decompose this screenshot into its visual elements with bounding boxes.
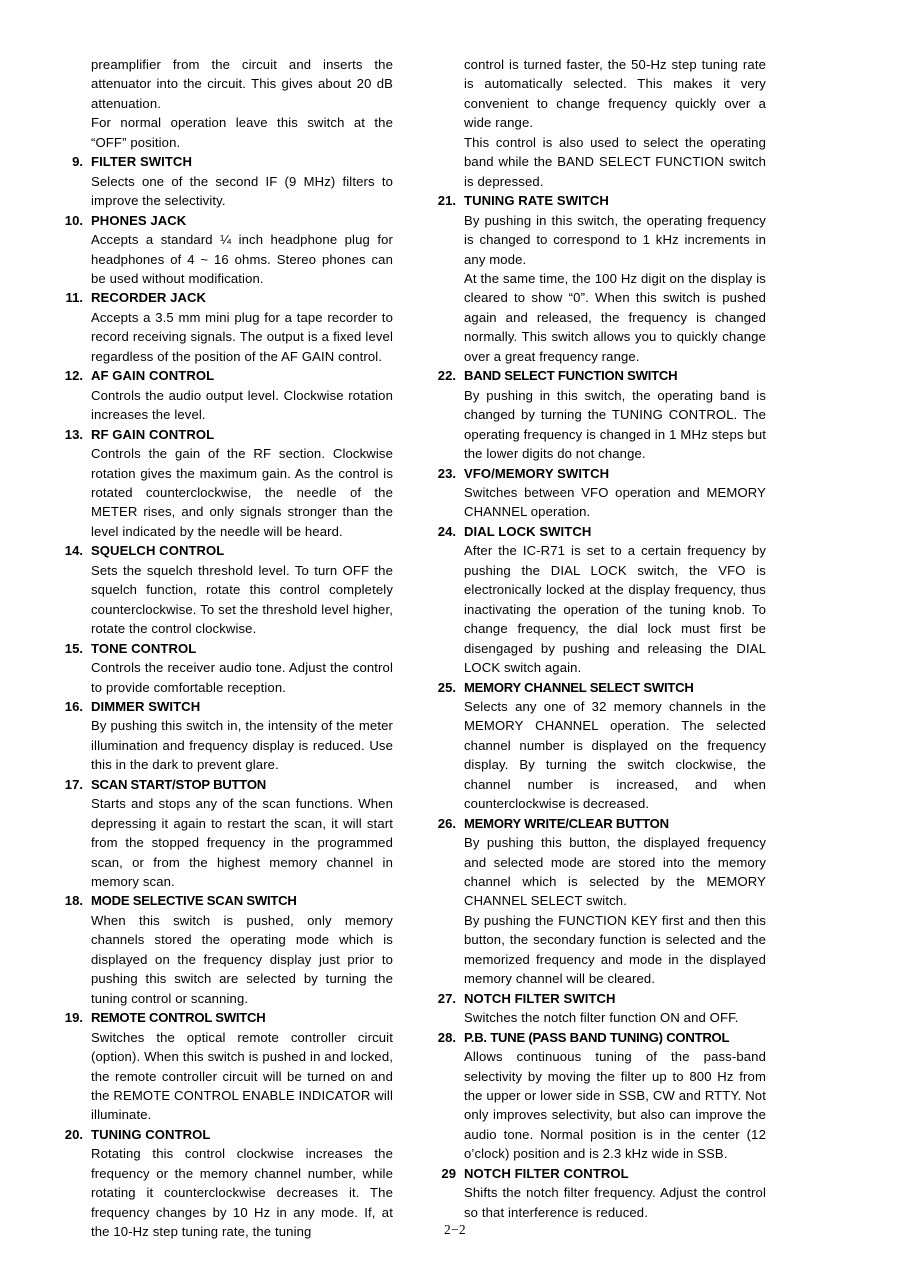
item-paragraph: Starts and stops any of the scan functions. When depressing it again to restart the scan, it will start from the stopped frequency in the programmed scan, or from the highest memory channel in memory scan.: [91, 796, 393, 890]
item-paragraph: Switches the notch filter function ON and OFF.: [464, 1010, 739, 1026]
item-title: DIMMER SWITCH: [91, 698, 201, 714]
list-item: [52, 366, 393, 424]
list-item: [52, 891, 393, 1008]
item-body: [91, 639, 393, 697]
item-paragraph: By pushing in this switch, the operating frequency is changed to correspond to 1 kHz increments in any mode.: [464, 212, 766, 267]
item-title: RECORDER JACK: [91, 290, 207, 306]
list-item: [52, 425, 393, 542]
item-paragraph: By pushing the FUNCTION KEY first and then this button, the secondary function is selected and the memorized frequency and mode in the displayed memory channel will be cleared.: [464, 912, 766, 987]
item-number: 11.: [65, 290, 83, 306]
item-paragraph: Selects any one of 32 memory channels in the MEMORY CHANNEL operation. The selected channel number is displayed on the frequency display. By turning the switch clockwise, the channel number is increased, and when counterclockwise is decreased.: [464, 698, 766, 812]
item-number: 23.: [437, 465, 456, 481]
item-body: [91, 366, 393, 424]
item-title: MODE SELECTIVE SCAN SWITCH: [91, 893, 297, 909]
list-item: [425, 678, 766, 814]
item-paragraph: Switches between VFO operation and MEMORY CHANNEL operation.: [464, 484, 766, 520]
item-number: 28.: [437, 1029, 456, 1045]
item-number: 18.: [64, 893, 83, 909]
item-body: [464, 989, 766, 1028]
list-item: [52, 697, 393, 775]
item-title: SCAN START/STOP BUTTON: [91, 776, 266, 792]
list-item: [425, 814, 766, 989]
list-item: [52, 211, 393, 289]
continuation-paragraph: For normal operation leave this switch at the “OFF” position.: [91, 115, 393, 150]
item-title: DIAL LOCK SWITCH: [464, 523, 592, 539]
two-column-body: [52, 55, 858, 1242]
item-number: 19.: [64, 1010, 83, 1026]
item-title: VFO/MEMORY SWITCH: [464, 465, 610, 481]
item-body: [464, 1028, 766, 1164]
item-number: 10.: [64, 212, 83, 228]
item-paragraph: Sets the squelch threshold level. To turn OFF the squelch function, rotate this control completely counterclockwise. To set the threshold level higher, rotate the control clockwise.: [91, 562, 393, 637]
item-paragraph: After the IC-R71 is set to a certain frequency by pushing the DIAL LOCK switch, the VFO is electronically locked at the display frequency, thus inactivating the operation of the tuning knob. To change frequency, the dial lock must first be disengaged by pushing and releasing the DIAL LOCK switch again.: [464, 543, 766, 676]
item-number: 29: [441, 1165, 456, 1181]
continuation-paragraph: preamplifier from the circuit and inserts the attenuator into the circuit. This gives about 20 dB attenuation.: [91, 57, 393, 111]
list-item: [425, 1028, 766, 1164]
item-body: [464, 522, 766, 678]
item-title: TONE CONTROL: [91, 640, 197, 656]
item-title: NOTCH FILTER SWITCH: [464, 990, 616, 1006]
item-title: AF GAIN CONTROL: [91, 368, 215, 384]
item-paragraph: Controls the audio output level. Clockwise rotation increases the level.: [91, 387, 393, 423]
item-body: [91, 288, 393, 366]
item-title: MEMORY WRITE/CLEAR BUTTON: [464, 815, 669, 831]
item-body: [91, 891, 393, 1008]
item-paragraph: Controls the gain of the RF section. Clockwise rotation gives the maximum gain. As the control is rotated counterclockwise, the needle of the METER rises, and only signals stronger than the level indicated by the needle will be heard.: [91, 446, 393, 539]
item-title: TUNING CONTROL: [91, 1126, 211, 1142]
item-title: BAND SELECT FUNCTION SWITCH: [464, 368, 678, 384]
item-body: [464, 814, 766, 989]
item-paragraph: By pushing this switch in, the intensity of the meter illumination and frequency display is reduced. Use this in the dark to prevent glare.: [91, 718, 393, 773]
item-title: RF GAIN CONTROL: [91, 426, 215, 442]
item-number: 15.: [64, 640, 83, 656]
right-column: [425, 55, 766, 1222]
item-number: 17.: [64, 776, 83, 792]
list-item: [425, 191, 766, 366]
item-paragraph: Shifts the notch filter frequency. Adjust the control so that interference is reduced.: [464, 1185, 766, 1220]
item-number: 26.: [437, 815, 456, 831]
list-item: [52, 775, 393, 892]
item-number: 14.: [64, 543, 83, 559]
item-body: [91, 211, 393, 289]
item-paragraph: At the same time, the 100 Hz digit on the display is cleared to show “0”. When this switch is pushed again and released, the frequency is changed normally. This switch allows you to quickly change over a great frequency range.: [464, 270, 766, 364]
item-body: [91, 697, 393, 775]
item-paragraph: Rotating this control clockwise increases the frequency or the memory channel number, while rotating it counterclockwise decreases it. The frequency changes by 10 Hz in any mode. If, at the 10-Hz step tuning rate, the tuning: [91, 1146, 393, 1240]
list-item: [52, 1008, 393, 1125]
item-paragraph: By pushing in this switch, the operating band is changed by turning the TUNING CONTROL. The operating frequency is changed in 1 MHz steps but the lower digits do not change.: [464, 387, 766, 462]
list-item: [425, 366, 766, 463]
item-body: [91, 152, 393, 210]
item-body: [464, 366, 766, 463]
item-paragraph: By pushing this button, the displayed frequency and selected mode are stored into the memory channel which is selected by the MEMORY CHANNEL SELECT switch.: [464, 835, 766, 909]
list-item: [52, 152, 393, 210]
list-item: [425, 1164, 766, 1222]
item-title: TUNING RATE SWITCH: [464, 193, 609, 209]
item-paragraph: When this switch is pushed, only memory channels stored the operating mode which is displayed on the frequency display just prior to pushing this switch are selected by turning the tuning control or scanning.: [91, 912, 393, 1006]
item-number: 20.: [64, 1126, 83, 1142]
list-item: [425, 989, 766, 1028]
item-paragraph: Accepts a standard ¼ inch headphone plug for headphones of 4 ~ 16 ohms. Stereo phones can be used without modification.: [91, 232, 393, 286]
item-title: SQUELCH CONTROL: [91, 543, 225, 559]
item-body: [464, 1164, 766, 1222]
item-number: 27.: [437, 990, 456, 1006]
list-item: [52, 639, 393, 697]
item-title: NOTCH FILTER CONTROL: [464, 1165, 629, 1181]
item-paragraph: Controls the receiver audio tone. Adjust the control to provide comfortable reception.: [91, 660, 393, 695]
item-title: FILTER SWITCH: [91, 154, 192, 170]
item-body: [464, 464, 766, 522]
list-item: [425, 522, 766, 678]
item-number: 22.: [437, 368, 456, 384]
item-body: [91, 775, 393, 892]
item-title: PHONES JACK: [91, 212, 187, 228]
list-item: [52, 541, 393, 638]
list-item: [52, 288, 393, 366]
continuation-paragraph: control is turned faster, the 50-Hz step tuning rate is automatically selected. This makes it very convenient to change frequency quickly over a wide range.: [464, 57, 766, 131]
item-body: [464, 191, 766, 366]
item-number: 9.: [72, 154, 83, 170]
item-body: [464, 678, 766, 814]
item-number: 25.: [437, 679, 456, 695]
continuation-paragraph: This control is also used to select the operating band while the BAND SELECT FUNCTION switch is depressed.: [464, 134, 766, 189]
page-number: 2−2: [444, 1222, 466, 1237]
item-title: REMOTE CONTROL SWITCH: [91, 1010, 266, 1026]
item-number: 13.: [64, 426, 83, 442]
left-column: [52, 55, 393, 1242]
item-paragraph: Switches the optical remote controller circuit (option). When this switch is pushed in and locked, the remote controller circuit will be turned on and the REMOTE CONTROL ENABLE INDICATOR will illuminate.: [91, 1029, 393, 1123]
item-body: [91, 541, 393, 638]
item-body: [91, 425, 393, 542]
item-title: MEMORY CHANNEL SELECT SWITCH: [464, 679, 694, 695]
list-item: [425, 464, 766, 522]
item-number: 12.: [64, 368, 83, 384]
item-number: 24.: [437, 523, 456, 539]
item-paragraph: Allows continuous tuning of the pass-band selectivity by moving the filter up to 800 Hz from the upper or lower side in SSB, CW and RTTY. Not only improves selectivity, but also can improve the audio tone. Normal position is in the center (12 o’clock) position and is 2.3 kHz wide in SSB.: [464, 1049, 766, 1162]
item-title: P.B. TUNE (PASS BAND TUNING) CONTROL: [464, 1029, 730, 1045]
item-body: [91, 1008, 393, 1125]
item-number: 16.: [64, 698, 83, 714]
item-number: 21.: [437, 193, 456, 209]
item-paragraph: Accepts a 3.5 mm mini plug for a tape recorder to record receiving signals. The output is a fixed level regardless of the position of the AF GAIN control.: [91, 309, 393, 364]
item-paragraph: Selects one of the second IF (9 MHz) filters to improve the selectivity.: [91, 173, 393, 209]
